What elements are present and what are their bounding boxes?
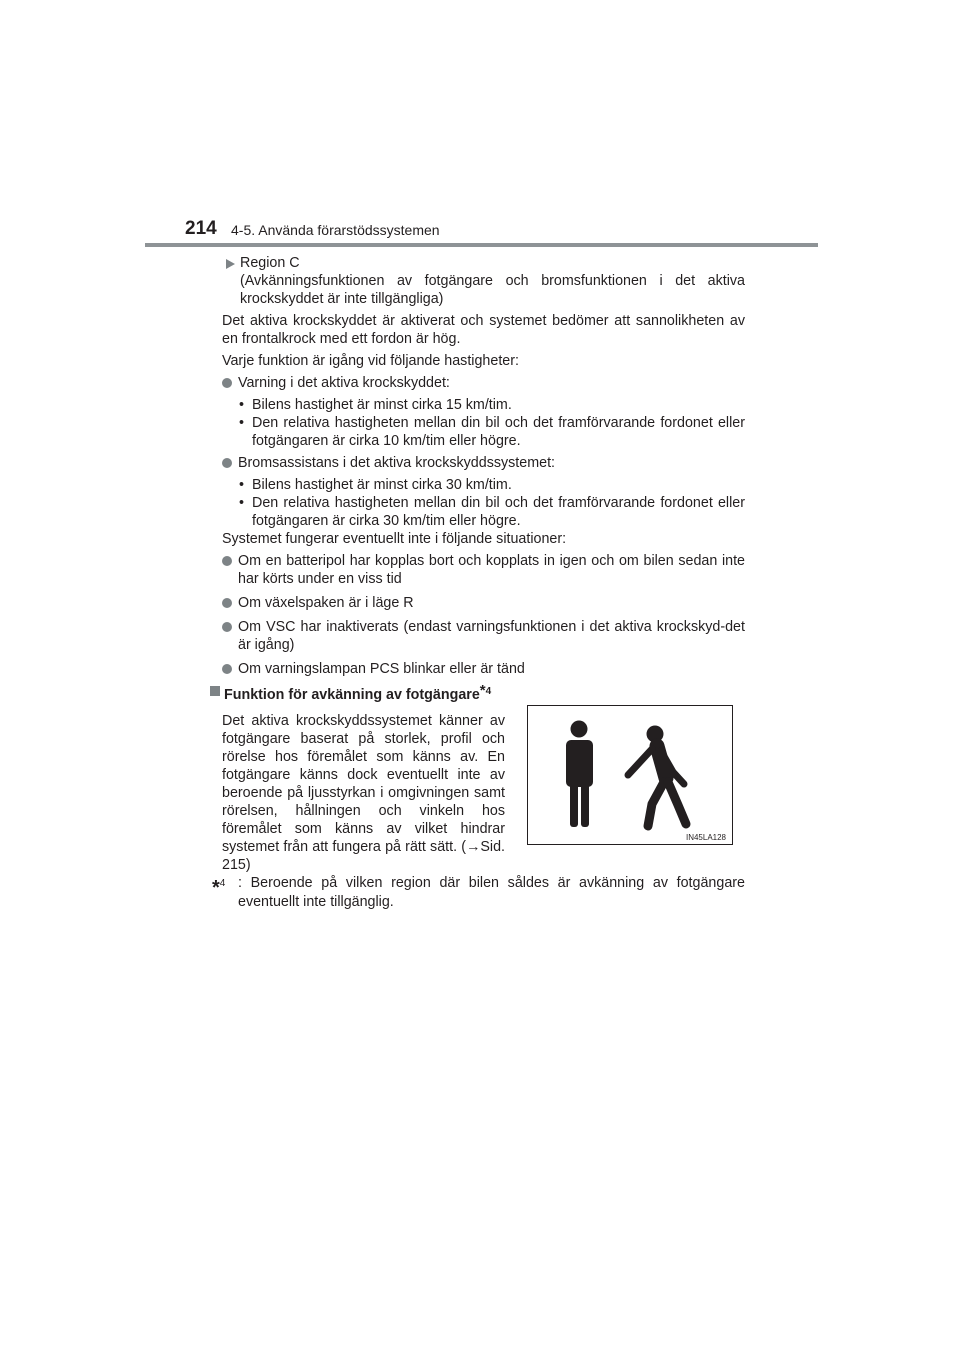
- figure-code: IN45LA128: [685, 833, 726, 842]
- list-item-situation: [222, 660, 745, 678]
- dot-bullet-icon: [222, 622, 232, 632]
- list-item-situation: [222, 594, 745, 612]
- sub-list-text: Den relativa hastigheten mellan din bil och det framförvarande fordonet eller fotgängaren är cirka 30 km/tim eller högre.: [252, 495, 745, 529]
- situation-text: Om en batteripol har kopplas bort och kopplats in igen och om bilen sedan inte har körts under en viss tid: [238, 553, 745, 587]
- sub-bullet-mark: •: [239, 477, 245, 493]
- page-reference: (→Sid. 215): [222, 839, 505, 873]
- region-description: (Avkänningsfunktionen av fotgängare och bromsfunktionen i det aktiva krockskyddet är inte tillgängliga): [240, 273, 745, 307]
- footnote-ref: 4: [485, 686, 492, 697]
- standing-person-icon: [566, 721, 593, 828]
- list-item-situation: [222, 552, 745, 588]
- section-heading-pedestrian: [210, 682, 745, 704]
- dot-bullet-icon: [222, 664, 232, 674]
- list-item-brake-assist: [222, 454, 745, 472]
- dot-bullet-icon: [222, 598, 232, 608]
- situation-text: Om VSC har inaktiverats (endast varningsfunktionen i det aktiva krockskyd-det är igång): [238, 619, 745, 653]
- footnote: [212, 874, 745, 912]
- warning-title: Varning i det aktiva krockskyddet:: [238, 375, 450, 391]
- pedestrian-illustration: [528, 706, 732, 844]
- section-title: 4-5. Använda förarstödssystemen: [231, 222, 440, 238]
- dot-bullet-icon: [222, 378, 232, 388]
- sub-list-item: [222, 494, 745, 530]
- sub-list-item: [222, 414, 745, 450]
- sub-list-item: [222, 476, 745, 494]
- region-heading: [222, 254, 745, 272]
- dot-bullet-icon: [222, 458, 232, 468]
- footnote-star: *: [479, 682, 486, 699]
- arrow-icon: →: [466, 839, 481, 855]
- sub-list-text: Den relativa hastigheten mellan din bil och det framförvarande fordonet eller fotgängaren är cirka 10 km/tim eller högre.: [252, 415, 745, 449]
- header-rule: [145, 243, 818, 247]
- square-bullet-icon: [210, 686, 220, 696]
- list-item-warning: [222, 374, 745, 392]
- situations-intro: Systemet fungerar eventuellt inte i följande situationer:: [222, 531, 567, 547]
- footnote-marker: *$^4$: [212, 877, 226, 899]
- sub-list-text: Bilens hastighet är minst cirka 15 km/tim.: [252, 397, 512, 413]
- situation-text: Om varningslampan PCS blinkar eller är tänd: [238, 661, 525, 677]
- sub-bullet-mark: •: [239, 397, 245, 413]
- walking-person-icon: [628, 726, 686, 827]
- sub-bullet-mark: •: [239, 415, 245, 431]
- pedestrian-description: [222, 712, 505, 874]
- section-heading-text: Funktion för avkänning av fotgängare: [224, 687, 480, 703]
- sub-list-text: Bilens hastighet är minst cirka 30 km/tim.: [252, 477, 512, 493]
- sub-list-item: [222, 396, 745, 414]
- sub-bullet-mark: •: [239, 495, 245, 511]
- speeds-intro: Varje funktion är igång vid följande hastigheter:: [222, 353, 519, 369]
- situation-text: Om växelspaken är i läge R: [238, 595, 414, 611]
- list-item-situation: [222, 618, 745, 654]
- brake-assist-title: Bromsassistans i det aktiva krockskyddssystemet:: [238, 455, 556, 471]
- triangle-bullet-icon: [226, 259, 235, 269]
- pedestrian-figure: [527, 705, 733, 845]
- region-title: Region C: [240, 255, 300, 271]
- pedestrian-body: Det aktiva krockskyddssystemet känner av fotgängare baserat på storlek, profil och rörelse hos föremålet som känns av. En fotgängare känns dock eventuellt inte av beroende på ljusstyrkan i omgivningen samt rörelsen, hållningen och vinkeln hos föremålet som känns av vilket hindrar systemet från att fungera på rätt sätt.: [222, 713, 505, 855]
- page-number: 214: [185, 218, 217, 239]
- dot-bullet-icon: [222, 556, 232, 566]
- footnote-text: : Beroende på vilken region där bilen såldes är avkänning av fotgängare eventuellt inte tillgänglig.: [238, 875, 745, 910]
- intro-paragraph: Det aktiva krockskyddet är aktiverat och systemet bedömer att sannolikheten av en frontalkrock med ett fordon är hög.: [222, 313, 745, 347]
